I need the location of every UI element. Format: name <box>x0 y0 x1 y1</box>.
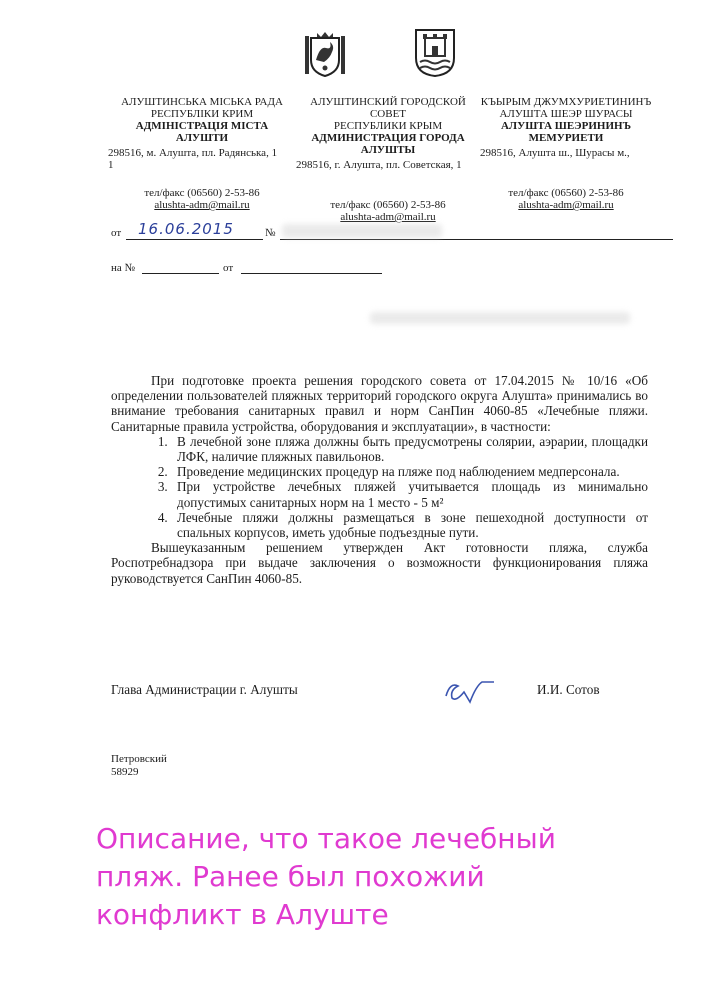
executor-phone: 58929 <box>111 766 139 778</box>
annotation-caption: Описание, что такое лечебный пляж. Ранее был похожий конфликт в Алуште <box>96 822 556 931</box>
header-center-email: alushta-adm@mail.ru <box>340 211 436 223</box>
signature-title: Глава Администрации г. Алушты <box>111 682 298 697</box>
header-left-address: 298516, м. Алушта, пл. Радянська, 1 1 <box>108 147 278 171</box>
header-center-line2: РЕСПУБЛИКИ КРЫМ <box>333 120 443 132</box>
re-number-line <box>142 273 219 274</box>
executor-block <box>111 753 167 779</box>
header-right-line4: МЕМУРИЕТИ <box>528 132 604 144</box>
redacted-number <box>282 224 442 238</box>
body-intro: При подготовке проекта решения городского совета от 17.04.2015 № 10/16 «Об определении пользователей пляжных территорий городского округа Алушта» принимались во внимание требования санитарных правил и норм СанПин 4060-85 «Лечебные пляжи. Санитарные правила устройства, оборудования и эксплуатации», в частности: <box>111 373 648 434</box>
header-right-email: alushta-adm@mail.ru <box>518 199 614 211</box>
header-left-email: alushta-adm@mail.ru <box>154 199 250 211</box>
header-right <box>480 96 652 211</box>
header-left-tel: тел/факс (06560) 2-53-86 <box>144 187 260 199</box>
header-right-line3: АЛУШТА ШЕЭРИНИНЪ <box>500 120 631 132</box>
header-center-line1: АЛУШТИНСКИЙ ГОРОДСКОЙ СОВЕТ <box>310 96 466 120</box>
header-right-line1: КЪЫРЫМ ДЖУМХУРИЕТИНИНЪ <box>480 96 652 108</box>
handwritten-signature <box>442 672 512 706</box>
header-center-address: 298516, г. Алушта, пл. Советская, 1 <box>296 159 462 171</box>
executor-name: Петровский <box>111 753 167 765</box>
header-center-line4: АЛУШТЫ <box>360 144 416 156</box>
re-number-label: на № <box>111 262 136 274</box>
letter-body <box>111 373 648 586</box>
crimea-coat-of-arms-icon <box>303 30 347 80</box>
ref-number-label: № <box>265 227 276 239</box>
header-left-line1: АЛУШТИНСЬКА МІСЬКА РАДА <box>121 96 283 108</box>
re-from-line <box>241 273 382 274</box>
ref-date-handwritten: 16.06.2015 <box>138 220 234 238</box>
header-left-line3: АДМІНІСТРАЦІЯ МІСТА <box>135 120 269 132</box>
header-right-address: 298516, Алушта ш., Шурасы м., <box>480 147 630 159</box>
list-item: 2. Проведение медицинских процедур на пляже под наблюдением медперсонала. <box>171 464 648 479</box>
list-item: 1. В лечебной зоне пляжа должны быть предусмотрены солярии, аэрарии, площадки ЛФК, наличие пляжных павильонов. <box>171 434 648 464</box>
requirements-list <box>111 434 648 540</box>
redacted-addressee <box>370 312 630 324</box>
ref-date-line <box>126 239 263 240</box>
header-left <box>108 96 296 211</box>
alushta-coat-of-arms-icon <box>414 28 456 78</box>
signatory-name: И.И. Сотов <box>537 682 600 697</box>
header-right-line2: АЛУШТА ШЕЭР ШУРАСЫ <box>499 108 633 120</box>
header-center-tel: тел/факс (06560) 2-53-86 <box>330 199 446 211</box>
ref-number-line <box>280 239 673 240</box>
header-left-line2: РЕСПУБЛІКИ КРИМ <box>150 108 254 120</box>
header-left-line4: АЛУШТИ <box>175 132 229 144</box>
header-center <box>296 96 480 223</box>
header-right-tel: тел/факс (06560) 2-53-86 <box>508 187 624 199</box>
list-item: 4. Лечебные пляжи должны размещаться в зоне пешеходной доступности от спальных корпусов, иметь удобные подъездные пути. <box>171 510 648 540</box>
ref-from-label: от <box>111 227 122 239</box>
body-conclusion: Вышеуказанным решением утвержден Акт готовности пляжа, служба Роспотребнадзора при выдаче заключения о возможности функционирования пляжа руководствуется СанПин 4060-85. <box>111 540 648 586</box>
header-center-line3: АДМИНИСТРАЦИЯ ГОРОДА <box>311 132 465 144</box>
re-from-label: от <box>223 262 234 274</box>
list-item: 3. При устройстве лечебных пляжей учитывается площадь из минимально допустимых санитарных норм на 1 место - 5 м² <box>171 479 648 509</box>
